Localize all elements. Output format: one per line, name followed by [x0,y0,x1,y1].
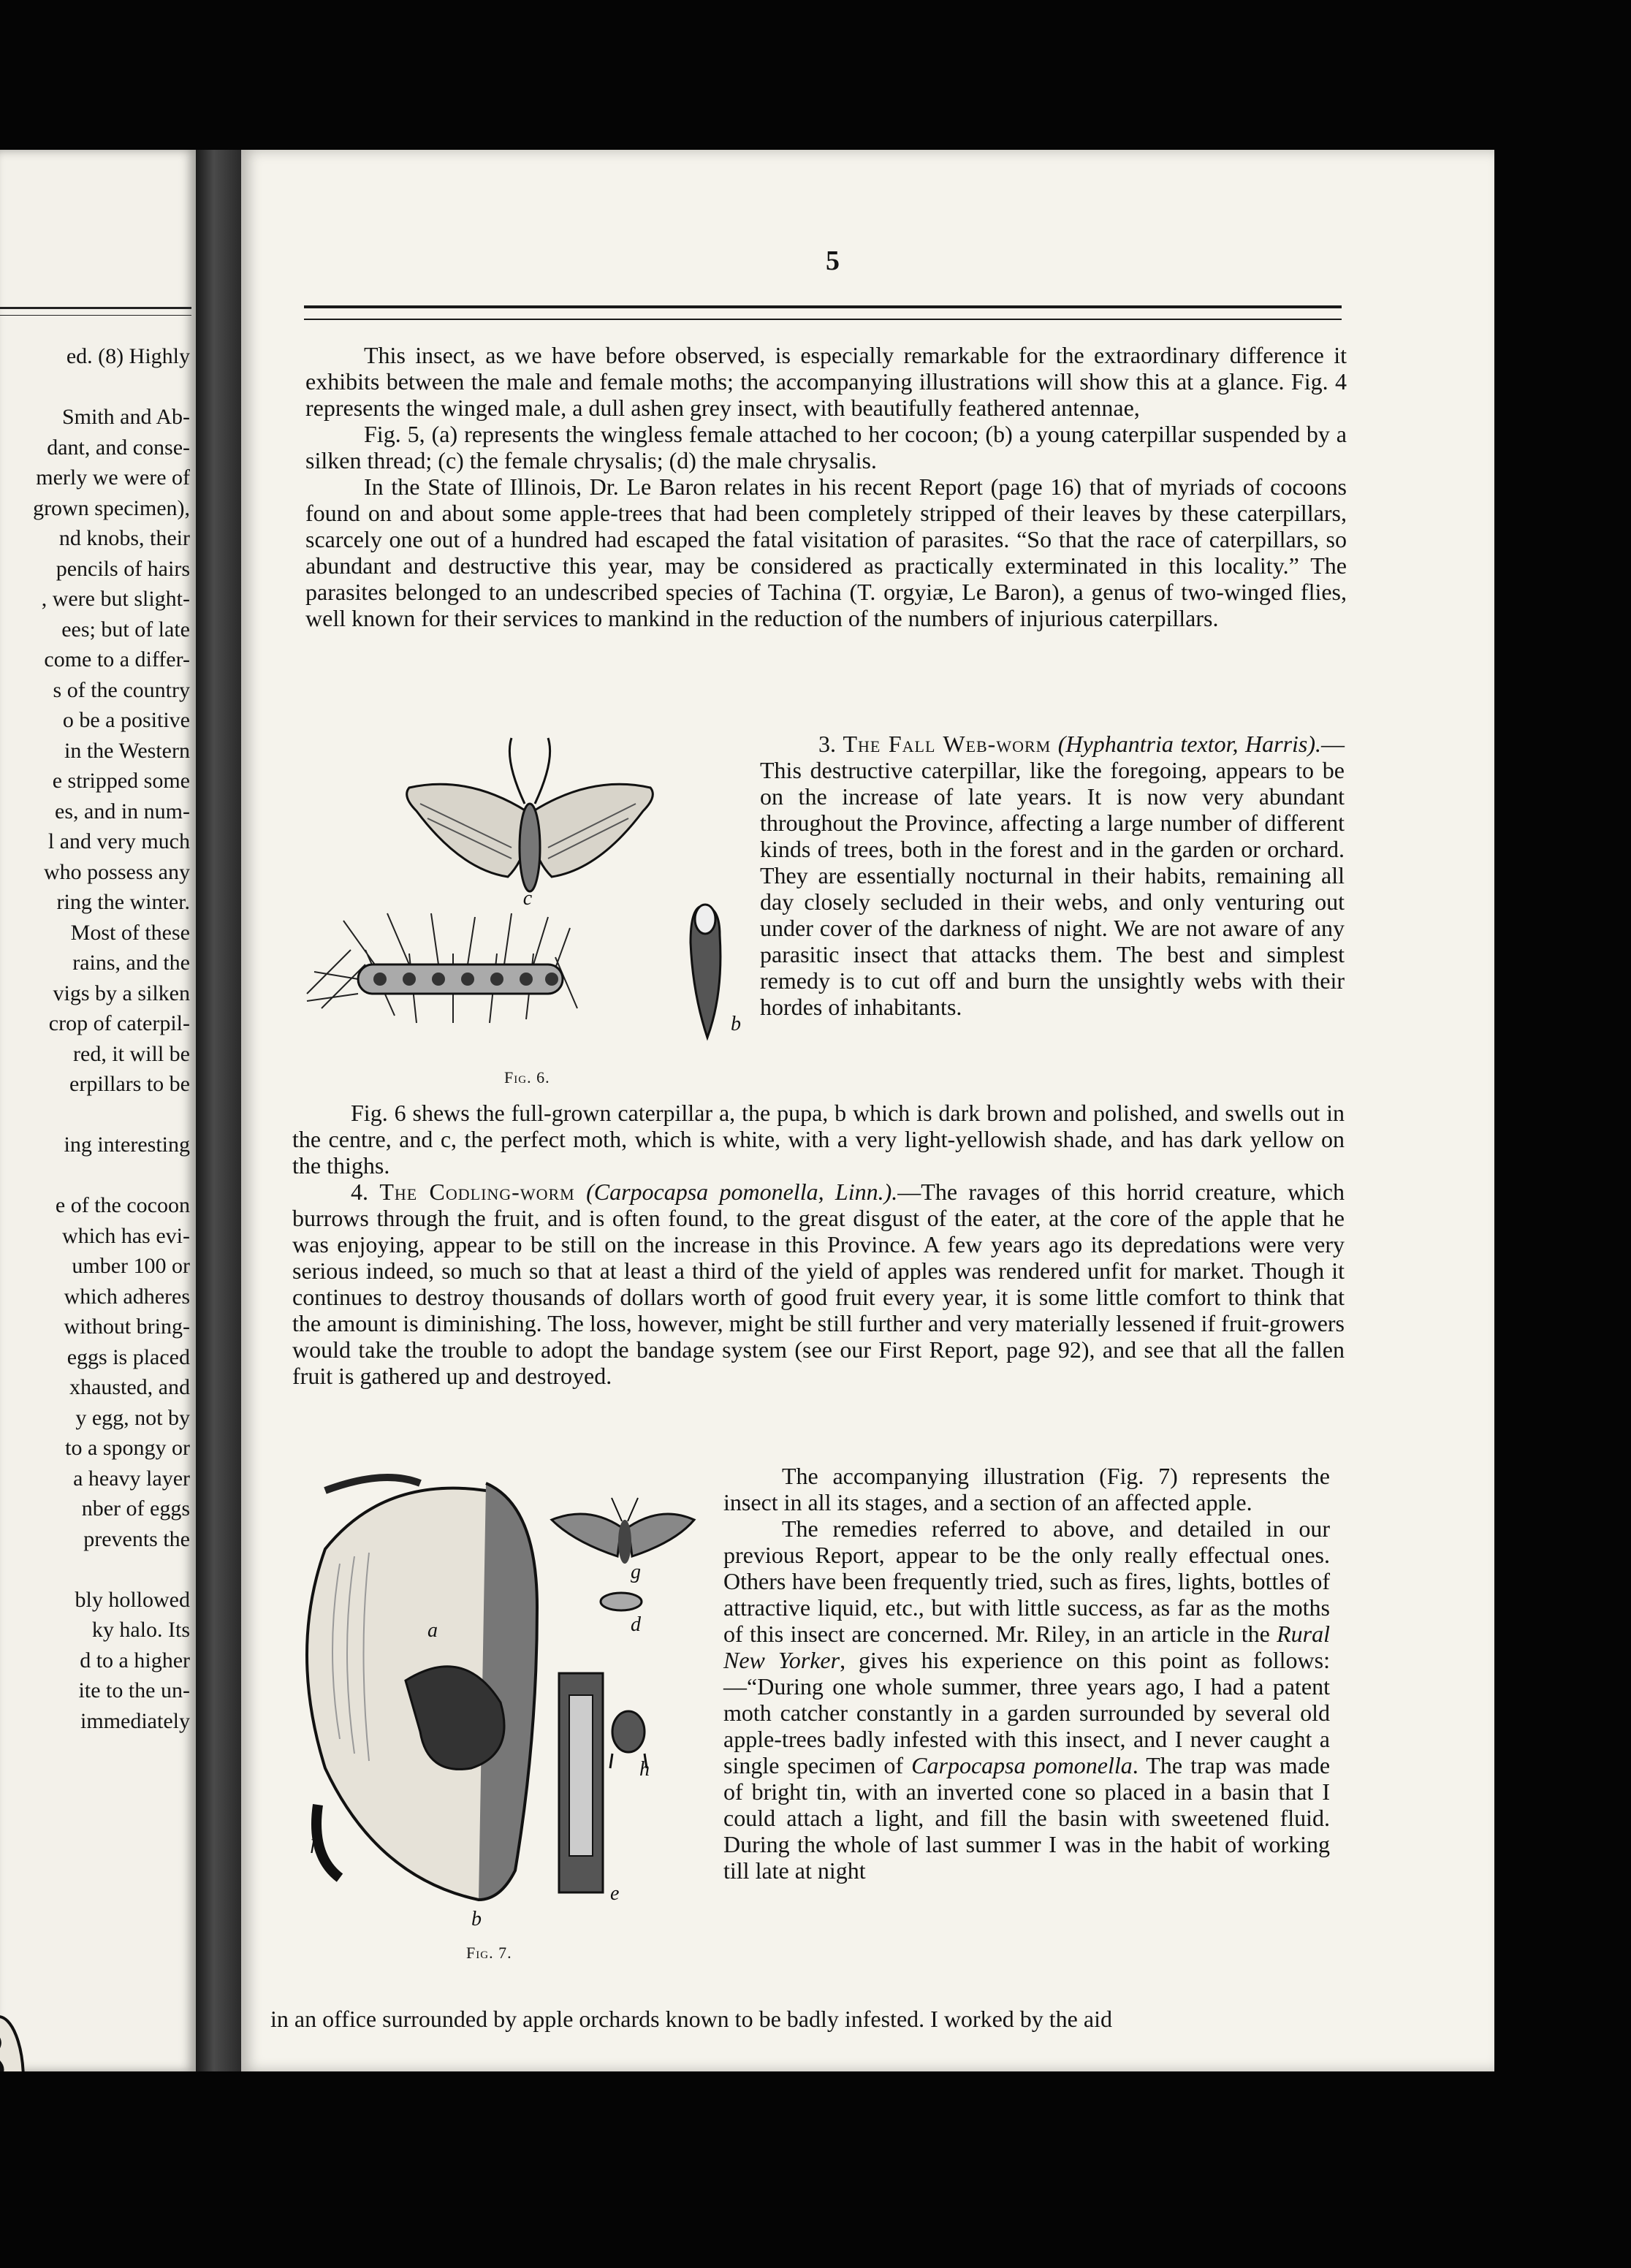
left-page-line: d to a higher [80,1648,190,1673]
left-page-line: xhausted, and [69,1375,190,1399]
bark-drawing [559,1673,603,1892]
fig-6-description: Fig. 6 shews the full-grown caterpillar a, the pupa, b which is dark brown and polished, and swells out in the centre, and c, the perfect moth, which is white, with a very light-yellowish shade, and has dark yellow on the thighs. [292,1100,1345,1179]
previous-page-fragment [0,150,196,2071]
fig7-label-a: a [427,1619,438,1642]
section-4-remedies [723,1463,1330,1884]
left-page-line: ky halo. Its [91,1618,190,1642]
section-4-latin: (Carpocapsa pomonella, Linn.). [586,1179,898,1205]
paragraph-illinois: In the State of Illinois, Dr. Le Baron relates in his recent Report (page 16) that of myriads of cocoons found on and about some apple-trees that had been completely stripped of their leaves by these caterpillars, scarcely one out of a hundred had escaped the fatal visitation of parasites. “So that the race of caterpillars, so abundant and destructive this year, may be considered as practically exterminated in this locality.” The parasites belonged to an undescribed species of Tachina (T. orgyiæ, Le Baron), a genus of two-winged flies, well known for their services to mankind in the reduction of the numbers of injurious caterpillars. [305,473,1347,631]
header-rule [304,305,1342,320]
left-page-line: umber 100 or [72,1254,190,1278]
left-page-line: s of the country [53,677,190,702]
apple-section-drawing [307,1477,537,1900]
fig7-label-f: f [311,1831,316,1854]
paragraph-moths: This insect, as we have before observed, is especially remarkable for the extraordinary difference it exhibits between the male and female moths; the accompanying illustrations will show this at a glance. Fig. 4 represents the winged male, a dull ashen grey insect, with beautifully feathered antennae, [305,342,1347,421]
codling-moth-drawing [552,1498,694,1564]
paragraph-fig5: Fig. 5, (a) represents the wingless female attached to her cocoon; (b) a young caterpillar suspended by a silken thread; (c) the female chrysalis; (d) the male chrysalis. [305,421,1347,473]
cocoon-drawing [601,1593,642,1610]
fig6-label-b: b [731,1013,741,1035]
left-page-line: in the Western [64,738,190,763]
left-page-line: ring the winter. [56,890,190,914]
left-page-line: merly we were of [36,465,190,490]
left-page-line: bly hollowed [75,1587,190,1612]
left-page-line: a heavy layer [73,1466,190,1491]
left-page-line [0,1554,190,1585]
section-4-text: —The ravages of this horrid creature, which burrows through the fruit, and is often found, to the great disgust of the eater, at the core of the apple that he was enjoying, appear to be still on the increase in this Province. A few years ago its depredations were very serious indeed, so much so that at least a third of the yield of apples was rendered unfit for market. Though it continues to destroy thousands of dollars worth of good fruit every year, it is some little comfort to think that the amount is diminishing. The loss, however, might be still further and very materially lessened if fruit-growers would take the trouble to adopt the bandage system (see our First Report, page 92), and see that all the fallen fruit is gathered up and destroyed. [292,1179,1345,1389]
remedies-text-2: , gives his experience on this point as follows:—“During one whole summer, three years ago, I had a patent moth catcher constantly in a garden surrounded by several old apple-trees badly infested with this insect, and I never caught a single specimen of [723,1647,1331,1778]
left-page-line: prevents the [83,1526,190,1551]
left-page-line: e stripped some [52,769,190,793]
fig7-label-b: b [471,1908,482,1929]
section-4-codling-worm [292,1100,1345,1389]
left-page-line: ed. (8) Highly [66,344,190,368]
left-page-line: Smith and Ab- [61,405,190,429]
intro-text [305,342,1347,631]
left-page-line: come to a differ- [44,647,190,671]
pupa-drawing [691,905,721,1038]
left-page-rule [0,307,191,316]
moth-drawing [407,738,653,891]
section-3-latin: (Hyphantria textor, Harris). [1057,731,1322,757]
left-page-line: eggs is placed [66,1344,190,1369]
section-3-heading: The Fall Web-worm [843,731,1052,757]
section-3-number: 3. [818,731,836,757]
left-page-line: l and very much [47,829,190,853]
left-page-line: to a spongy or [65,1436,190,1460]
left-page-line: which adheres [64,1284,190,1309]
left-page-line [0,1100,190,1130]
paragraph-fig7: The accompanying illustration (Fig. 7) represents the insect in all its stages, and a section of an affected apple. [723,1463,1330,1515]
left-page-line [0,372,190,403]
fig6-label-c: c [522,887,533,910]
left-page-line: , were but slight- [41,587,190,611]
page-number: 5 [826,246,840,276]
section-3-fall-webworm [760,731,1345,1020]
left-page-line: grown specimen), [33,495,190,520]
left-page-line: ees; but of late [61,617,190,642]
left-page-line: nber of eggs [81,1496,190,1521]
remedies-text-3: . The trap was made of bright tin, with an inverted cone so placed in a basin that I could attach a light, and fill the basin with sweetened fluid. During the whole of last summer I was in the habit of working till late at night [723,1752,1331,1884]
left-page-line: ing interesting [64,1133,190,1157]
left-page-line: rains, and the [72,951,190,975]
caterpillar-illustration-fragment [0,2012,26,2071]
left-page-line: immediately [80,1708,190,1733]
left-page-line [0,1160,190,1191]
fig7-label-e: e [610,1882,620,1905]
fig-7-caption: Fig. 7. [466,1944,512,1962]
rural-new-yorker: Rural New Yorker [723,1621,1331,1673]
fig-6-caption: Fig. 6. [504,1068,550,1087]
left-page-line: es, and in num- [55,799,190,823]
left-page-line: ite to the un- [78,1678,190,1702]
section-3-text: —This destructive caterpillar, like the foregoing, appears to be on the increase of late years. It is now very abundant throughout the Province, affecting a large number of different kinds of trees, both in the forest and in the garden or orchard. They are essentially nocturnal in their habits, remaining all day closely secluded in their webs, and only venturing out under cover of the darkness of night. We are not aware of any parasitic insect that attacks them. The best and simplest remedy is to cut off and burn the unsightly webs with their hordes of inhabitants. [760,731,1345,1020]
left-page-line: who possess any [44,859,190,884]
left-page-line: crop of caterpil- [48,1011,190,1035]
fig7-label-d: d [631,1613,641,1636]
left-page-line: o be a positive [62,708,190,732]
final-line: in an office surrounded by apple orchards known to be badly infested. I worked by the aid [270,2006,1112,2032]
fig7-label-h: h [639,1758,650,1781]
fig-6-illustration [292,731,745,1052]
caterpillar-drawing [307,913,577,1023]
left-page-line: pencils of hairs [56,556,190,581]
left-page-line: e of the cocoon [55,1193,190,1217]
left-page-line: erpillars to be [69,1072,190,1096]
left-page-line: dant, and conse- [47,435,190,460]
left-page-line: Most of these [70,920,190,945]
fig7-label-g: g [631,1561,641,1583]
page-gutter [196,150,241,2071]
left-page-line: without bring- [64,1314,190,1339]
section-4-heading: The Codling-worm [379,1179,575,1205]
left-page-line: nd knobs, their [58,526,190,550]
carpocapsa-name: Carpocapsa pomonella [911,1752,1133,1778]
fig-7-illustration [296,1461,712,1929]
larva-drawing [316,1805,340,1878]
left-page-line: vigs by a silken [53,981,190,1005]
left-page-line: which has evi- [62,1223,190,1248]
remedies-text: The remedies referred to above, and detailed in our previous Report, appear to be the only really effectual ones. Others have been frequently tried, such as fires, lights, bottles of attractive liquid, etc., but with little success, as far as the moths of this insect are concerned. Mr. Riley, in an article in the [723,1515,1330,1647]
left-page-line: y egg, not by [75,1405,190,1430]
section-4-number: 4. [351,1179,368,1205]
left-page-line: red, it will be [73,1041,190,1066]
left-page-text [0,341,190,1736]
